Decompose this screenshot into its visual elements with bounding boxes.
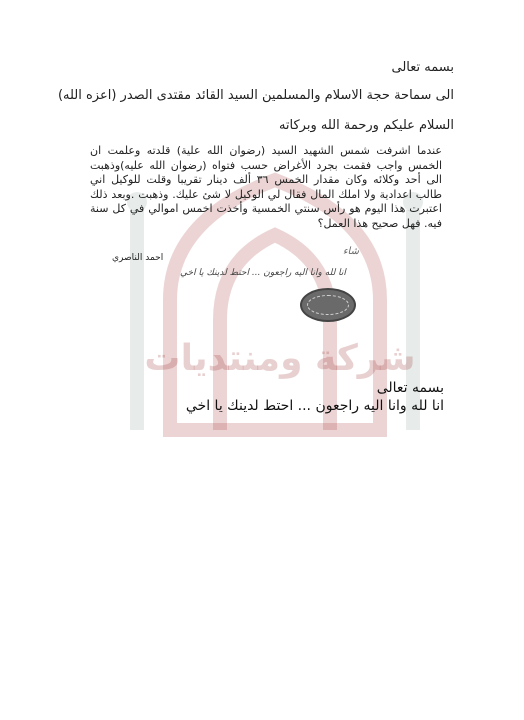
- reply-basmala: بسمه تعالى: [376, 380, 444, 396]
- watermark-text: شركة ومنتديات: [144, 338, 416, 379]
- letter-basmala: بسمه تعالى: [391, 60, 454, 75]
- letter-addressee: الى سماحة حجة الاسلام والمسلمين السيد القائد مقتدى الصدر (اعزه الله): [57, 88, 454, 103]
- letter-greeting: السلام عليكم ورحمة الله وبركاته: [278, 118, 454, 133]
- office-stamp: [300, 288, 356, 322]
- handwritten-note-1: شاء: [342, 246, 359, 257]
- sender-name: احمد الناصري: [112, 253, 164, 263]
- reply-text: انا لله وانا اليه راجعون ... احتط لدينك يا اخي: [185, 398, 444, 414]
- handwritten-note-2: انا لله وانا اليه راجعون ... احتط لدينك يا اخي: [180, 268, 346, 278]
- letter-body: عندما اشرفت شمس الشهيد السيد (رضوان الله علية) قلدته وعلمت ان الخمس واجب فقمت بجرد الأغراض حسب فتواه (رضوان الله عليه)وذهبت الى أحد وكلائه وكان مقدار الخمس ٣٦ ألف دينار تقريبا وقلت للوكيل اني طالب اعدادية ولا املك المال فقال لي الوكيل لا شئ عليك. وذهبت .وبعد ذلك اعتبرت هذا اليوم هو رأس سنتي الخمسية وأخذت اخمس اموالي في كل سنة فيه. فهل صحيح هذا العمل؟: [90, 144, 442, 230]
